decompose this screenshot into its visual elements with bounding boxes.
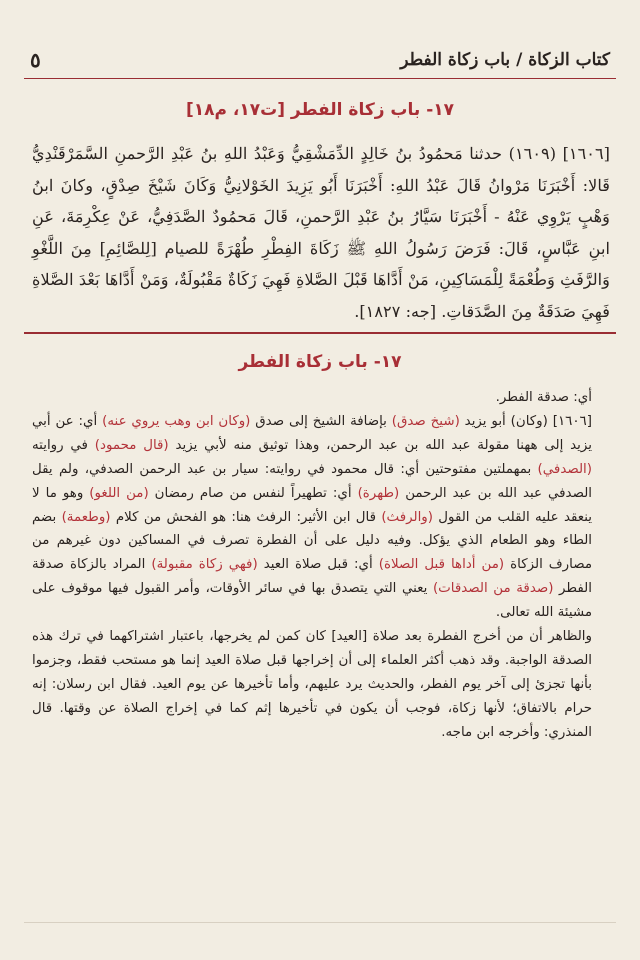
text-run: قال ابن الأثير: الرفث هنا: هو الفحش من كلام: [110, 509, 382, 525]
text-run: أي: تطهيراً لنفس من صام رمضان: [148, 485, 358, 501]
text-run: أي: عن أبي يزيد إلى ههنا مقولة عبد الله بن عبد الرحمن، وهذا توثيق منه لأبي يزيد: [32, 413, 592, 453]
text-run: المراد بالزكاة صدقة الفطر: [32, 557, 592, 597]
quoted-term: (طهرة): [357, 485, 400, 501]
header-rule: [24, 78, 616, 79]
commentary-heading: ١٧- باب زكاة الفطر: [238, 352, 402, 372]
text-run: بإضافة الشيخ إلى صدق: [250, 413, 392, 429]
text-run: بمهملتين مفتوحتين أي: قال محمود في روايته: سيار بن عبد الرحمن الصدفي، ولم يقل الصدفي عبد الله بن عبد الرحمن: [32, 461, 592, 501]
text-run: يعني التي يتصدق بها في سائر الأوقات، وأمر القبول فيها موقوف على مشيئة الله تعالى.: [32, 581, 592, 621]
page-header: [30, 42, 610, 78]
commentary-paragraph-2: [32, 410, 610, 625]
text-run: وهو ما لا ينعقد عليه القلب من القول: [32, 485, 592, 525]
running-title: كتاب الزكاة / باب زكاة الفطر: [400, 50, 610, 70]
text-run: أي: قبل صلاة العيد: [257, 557, 379, 573]
quoted-term: (صدقة من الصدقات): [432, 581, 554, 597]
commentary-body: [32, 386, 610, 745]
text-run: بضم الطاء وهو الطعام الذي يؤكل. وفيه دليل على أن الفطرة تصرف في المساكين دون غيرهم من مصارف الزكاة: [32, 509, 593, 573]
commentary-paragraph-3: والظاهر أن من أخرج الفطرة بعد صلاة [العيد] كان كمن لم يخرجها، باعتبار اشتراكهما في ترك هذه الصدقة الواجبة. وقد ذهب أكثر العلماء إلى أن إخراجها قبل صلاة العيد إنما هو مستحب فقط، وجزموا بأنها تجزئ إلى آخر يوم الفطر، والحديث يرد عليهم، وأما تأخيرها عن يوم العيد. فقال ابن رسلان: إنه حرام بالاتفاق؛ لأنها زكاة، فوجب أن يكون في تأخيرها إثم كما في إخراج الصلاة عن وقتها. قال المنذري: وأخرجه ابن ماجه.: [32, 629, 592, 740]
quoted-term: (من أداها قبل الصلاة): [378, 557, 505, 573]
commentary-paragraph-1: أي: صدقة الفطر.: [495, 390, 592, 405]
hadith-text: [١٦٠٦] (١٦٠٩) حدثنا مَحمُودُ بنُ خَالِدٍ الدِّمَشْقِيُّ وَعَبْدُ اللهِ بنُ عَبْدِ الرَّحمنِ السَّمَرْقَنْدِيُّ قَالا: أَخْبَرَنَا مَرْوانُ قَالَ عَبْدُ اللهِ: أَخْبَرَنَا أَبُو يَزِيدَ الخَوْلانِيُّ وَكَانَ شَيْخَ صِدْقٍ، وكانَ ابنُ وَهْبٍ يَرْوِي عَنْهُ - أَخْبَرَنَا سَيَّارُ بنُ عَبْدِ الرَّحمنِ، قَالَ مَحمُودٌ الصَّدَفِيُّ، عَنْ عِكْرِمَةَ، عَنِ ابنِ عَبَّاسٍ، قَالَ: فَرَضَ رَسُولُ اللهِ ﷺ زَكَاةَ الفِطْرِ طُهْرَةً للصيام [لِلصَّائِمِ] مِنَ اللَّغْوِ وَالرَّفَثِ وَطُعْمَةً لِلْمَسَاكِينِ، مَنْ أَدَّاهَا قَبْلَ الصَّلاةِ فَهِيَ زَكَاةٌ مَقْبُولَةٌ، وَمَنْ أَدَّاهَا بَعْدَ الصَّلاةِ فَهِيَ صَدَقَةٌ مِنَ الصَّدَقاتِ. [جه: ١٨٢٧].: [32, 144, 610, 321]
section-divider: [24, 332, 616, 334]
quoted-term: (فهي زكاة مقبولة): [151, 557, 258, 573]
page-number: ٥: [30, 48, 41, 72]
footer-rule: [24, 922, 616, 923]
chapter-heading: ١٧- باب زكاة الفطر [ت١٧، م١٨]: [185, 100, 455, 120]
quoted-term: (قال محمود): [94, 437, 169, 453]
quoted-term: (الصدفي): [537, 461, 592, 477]
text-run: في روايته: [32, 437, 95, 453]
quoted-term: (وطعمة): [61, 509, 111, 525]
quoted-term: (وكان ابن وهب يروي عنه): [102, 413, 251, 429]
quoted-term: (من اللغو): [89, 485, 149, 501]
quoted-term: (والرفث): [381, 509, 433, 525]
text-run: [١٦٠٦] (وكان) أبو يزيد: [459, 413, 592, 429]
quoted-term: (شيخ صدق): [391, 413, 460, 429]
